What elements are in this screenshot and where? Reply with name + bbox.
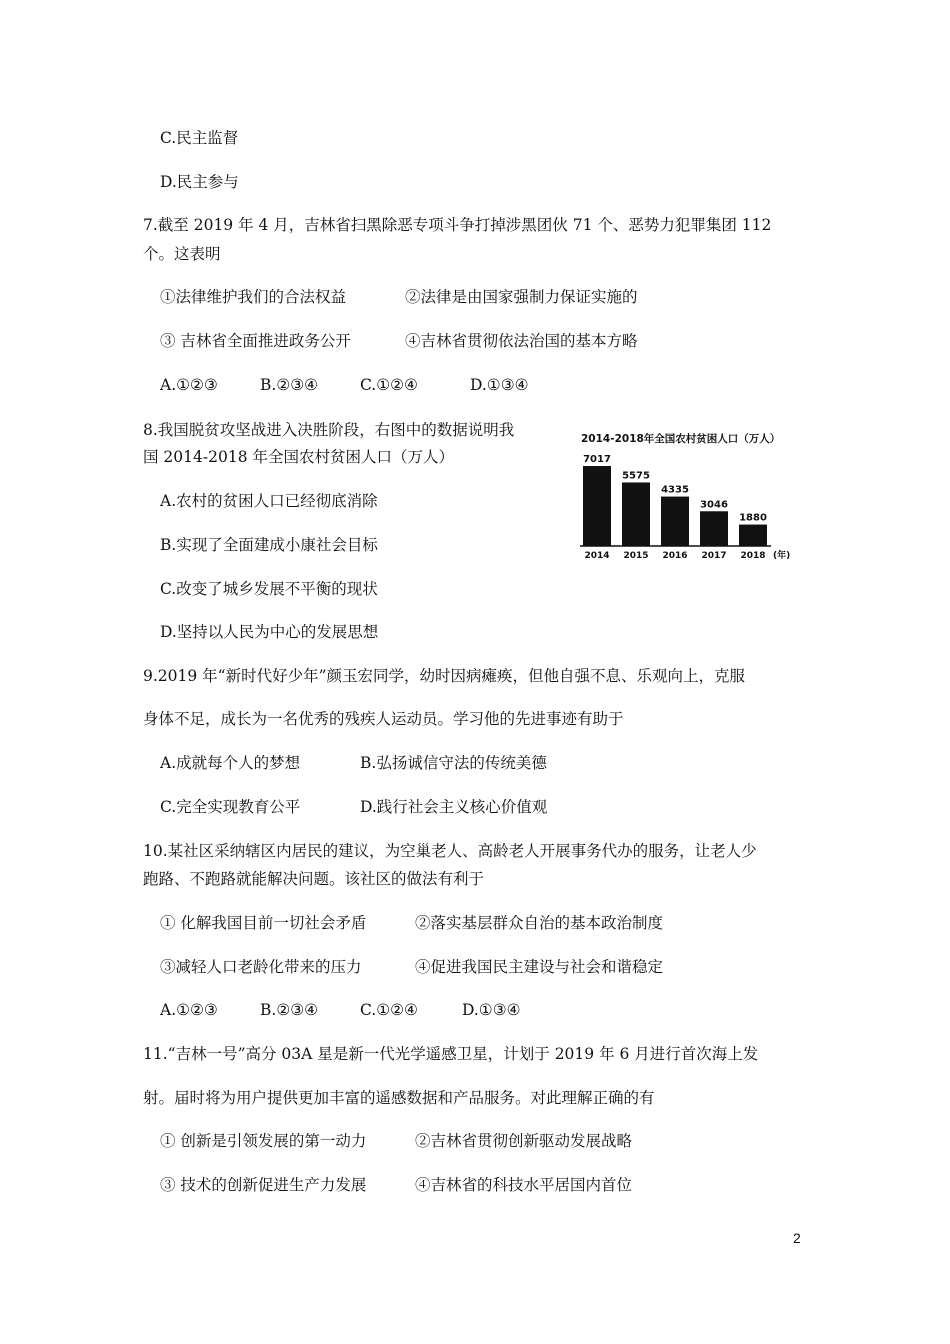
bar-2018 xyxy=(739,525,767,546)
q7-item-3: ③ 吉林省全面推进政务公开 xyxy=(160,332,351,350)
q6-option-d: D.民主参与 xyxy=(160,173,239,191)
q7-stem-line2: 个。这表明 xyxy=(143,245,221,263)
value-label-2016: 4335 xyxy=(661,484,689,496)
page-number: 2 xyxy=(793,1230,801,1246)
q7-option-d: D.①③④ xyxy=(470,376,529,394)
q11-item-2: ②吉林省贯彻创新驱动发展战略 xyxy=(415,1132,633,1150)
x-tick-2014: 2014 xyxy=(584,551,610,561)
q8-stem-line2: 国 2014-2018 年全国农村贫困人口（万人） xyxy=(143,448,454,466)
q10-option-a: A.①②③ xyxy=(160,1001,218,1019)
q9-option-b: B.弘扬诚信守法的传统美德 xyxy=(360,754,547,772)
q8-option-b: B.实现了全面建成小康社会目标 xyxy=(160,536,378,554)
q11-item-4: ④吉林省的科技水平居国内首位 xyxy=(415,1176,633,1194)
q10-option-b: B.②③④ xyxy=(260,1001,319,1019)
x-tick-2016: 2016 xyxy=(662,551,688,561)
q11-stem-line1: 11.“吉林一号”高分 03A 星是新一代光学遥感卫星，计划于 2019 年 6 月进行首次海上发 xyxy=(143,1045,759,1063)
q8-option-c: C.改变了城乡发展不平衡的现状 xyxy=(160,580,378,598)
q7-option-a: A.①②③ xyxy=(160,376,218,394)
q8-stem-line1: 8.我国脱贫攻坚战进入决胜阶段，右图中的数据说明我 xyxy=(143,421,515,439)
x-tick-2015: 2015 xyxy=(623,551,649,561)
q8-option-a: A.农村的贫困人口已经彻底消除 xyxy=(160,492,378,510)
q7-item-2: ②法律是由国家强制力保证实施的 xyxy=(405,288,638,306)
q10-item-3: ③减轻人口老龄化带来的压力 xyxy=(160,958,362,976)
q7-option-b: B.②③④ xyxy=(260,376,319,394)
bar-2017 xyxy=(700,511,728,546)
q9-option-d: D.践行社会主义核心价值观 xyxy=(360,798,548,816)
q9-option-a: A.成就每个人的梦想 xyxy=(160,754,301,772)
q8-option-d: D.坚持以人民为中心的发展思想 xyxy=(160,623,379,641)
value-label-2018: 1880 xyxy=(739,512,767,524)
value-label-2015: 5575 xyxy=(622,470,650,482)
q6-option-c: C.民主监督 xyxy=(160,129,239,147)
q7-item-1: ①法律维护我们的合法权益 xyxy=(160,288,347,306)
bar-2016 xyxy=(661,497,689,546)
q7-stem-line1: 7.截至 2019 年 4 月，吉林省扫黑除恶专项斗争打掉涉黑团伙 71 个、恶势力犯罪集团 112 xyxy=(143,216,772,234)
q10-item-4: ④促进我国民主建设与社会和谐稳定 xyxy=(415,958,664,976)
q7-option-c: C.①②④ xyxy=(360,376,418,394)
q11-item-3: ③ 技术的创新促进生产力发展 xyxy=(160,1176,367,1194)
q9-option-c: C.完全实现教育公平 xyxy=(160,798,301,816)
q9-stem-line1: 9.2019 年“新时代好少年”颜玉宏同学，幼时因病瘫痪，但他自强不息、乐观向上，克服 xyxy=(143,667,746,685)
q9-stem-line2: 身体不足，成长为一名优秀的残疾人运动员。学习他的先进事迹有助于 xyxy=(143,710,624,728)
poverty-bar-chart xyxy=(575,425,790,565)
value-label-2014: 7017 xyxy=(583,454,611,465)
q11-stem-line2: 射。届时将为用户提供更加丰富的遥感数据和产品服务。对此理解正确的有 xyxy=(143,1089,655,1107)
q10-option-c: C.①②④ xyxy=(360,1001,418,1019)
chart-title: 2014-2018年全国农村贫困人口（万人） xyxy=(581,433,781,445)
bar-2015 xyxy=(622,482,650,546)
x-tick-2017: 2017 xyxy=(701,551,727,561)
x-tick-2018: 2018 xyxy=(740,551,766,561)
q10-option-d: D.①③④ xyxy=(462,1001,521,1019)
x-unit-label: (年) xyxy=(773,551,790,561)
bar-2014 xyxy=(583,466,611,546)
q10-stem-line1: 10.某社区采纳辖区内居民的建议，为空巢老人、高龄老人开展事务代办的服务，让老人少 xyxy=(143,842,757,860)
q10-item-2: ②落实基层群众自治的基本政治制度 xyxy=(415,914,664,932)
value-label-2017: 3046 xyxy=(700,499,728,511)
q11-item-1: ① 创新是引领发展的第一动力 xyxy=(160,1132,367,1150)
q7-item-4: ④吉林省贯彻依法治国的基本方略 xyxy=(405,332,638,350)
q10-stem-line2: 跑路、不跑路就能解决问题。该社区的做法有利于 xyxy=(143,870,485,888)
q10-item-1: ① 化解我国目前一切社会矛盾 xyxy=(160,914,367,932)
